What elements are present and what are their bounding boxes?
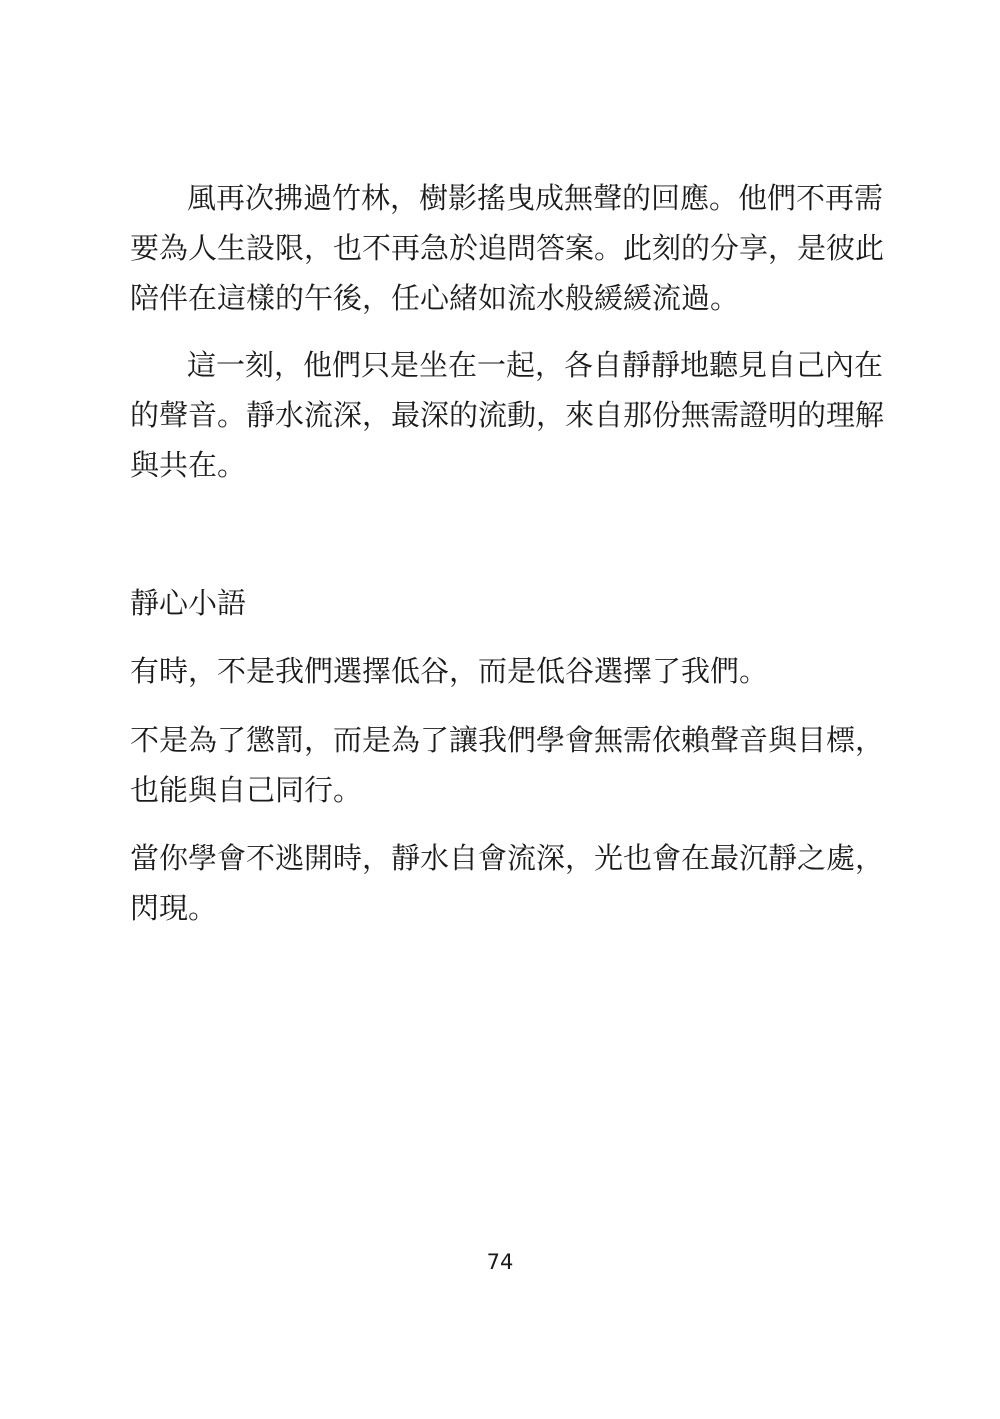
paragraph-1-line-2: 要為人生設限，也不再急於追問答案。此刻的分享，是彼此 bbox=[130, 231, 885, 265]
quote-3-line-2: 閃現。 bbox=[130, 891, 218, 925]
quote-2-line-1: 不是為了懲罰，而是為了讓我們學會無需依賴聲音與目標， bbox=[130, 723, 885, 757]
quote-2-line-2: 也能與自己同行。 bbox=[130, 773, 363, 807]
paragraph-2-line-2: 的聲音。靜水流深，最深的流動，來自那份無需證明的理解 bbox=[130, 398, 885, 432]
section-heading: 靜心小語 bbox=[130, 586, 247, 620]
quote-1-line-1: 有時，不是我們選擇低谷，而是低谷選擇了我們。 bbox=[130, 654, 769, 688]
paragraph-1-line-3: 陪伴在這樣的午後，任心緒如流水般緩緩流過。 bbox=[130, 281, 740, 315]
quote-3-line-1: 當你學會不逃開時，靜水自會流深，光也會在最沉靜之處， bbox=[130, 841, 885, 875]
paragraph-2-line-1: 這一刻，他們只是坐在一起，各自靜靜地聽見自己內在 bbox=[187, 348, 884, 382]
page-number: 74 bbox=[486, 1250, 514, 1274]
paragraph-1-line-1: 風再次拂過竹林，樹影搖曳成無聲的回應。他們不再需 bbox=[187, 181, 884, 215]
paragraph-2-line-3: 與共在。 bbox=[130, 448, 247, 482]
